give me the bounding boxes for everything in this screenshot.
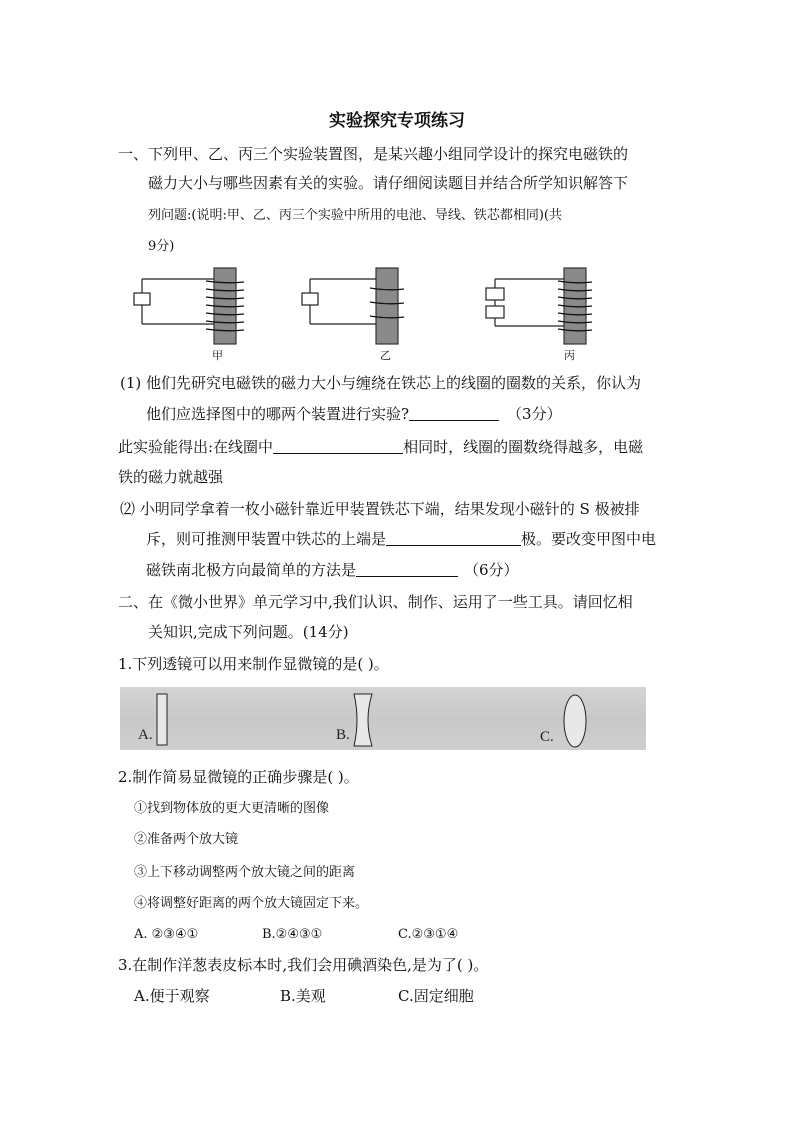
s1-q1-line2 [146, 403, 562, 425]
section2-intro-line2: 关知识,完成下列问题。(14分) [148, 623, 349, 641]
s1-q1-conclusion-a: 此实验能得出:在线圈中 [118, 438, 274, 456]
s1-q2-line3 [146, 559, 519, 581]
lens-option-b-label: B. [336, 727, 350, 743]
s1-q2-method-prompt: 磁铁南北极方向最简单的方法是 [146, 561, 357, 579]
s2-q1: 1.下列透镜可以用来制作显微镜的是( )。 [118, 655, 389, 673]
page-title: 实验探究专项练习 [329, 111, 465, 131]
figure-jia-electromagnet [130, 266, 250, 346]
s2-q3: 3.在制作洋葱表皮标本时,我们会用碘酒染色,是为了( )。 [118, 956, 489, 974]
s1-q2-line2 [146, 528, 656, 550]
s2-q2-option-a[interactable]: A. ②③④① [134, 927, 199, 942]
s1-q1-line3 [118, 436, 643, 458]
s2-q2-step-4: ④将调整好距离的两个放大镜固定下来。 [134, 896, 369, 911]
figure-bing-electromagnet [482, 266, 602, 346]
section2-intro-line1: 二、在《微小世界》单元学习中,我们认识、制作、运用了一些工具。请回忆相 [118, 593, 633, 611]
section1-intro-line1: 一、下列甲、乙、丙三个实验装置图，是某兴趣小组同学设计的探究电磁铁的 [118, 145, 629, 163]
s2-q2-option-c[interactable]: C.②③①④ [398, 927, 459, 942]
s2-q3-option-c[interactable]: C.固定细胞 [398, 987, 474, 1005]
s1-q1-line1: (1) 他们先研究电磁铁的磁力大小与缠绕在铁芯上的线圈的圈数的关系，你认为 [120, 374, 642, 392]
s2-q2-option-b[interactable]: B.②④③① [262, 927, 323, 942]
s1-q1-answer-blank[interactable] [409, 405, 499, 421]
section1-intro-line4: 9分) [148, 239, 175, 254]
concave-lens-icon [352, 693, 376, 747]
s1-q2-prompt-b: 极。要改变甲图中电 [521, 530, 657, 548]
s1-q1-conclusion-blank[interactable] [273, 438, 403, 454]
s1-q1-score: （3分） [507, 405, 562, 423]
s1-q2-method-blank[interactable] [356, 561, 458, 577]
section1-intro-line2: 磁力大小与哪些因素有关的实验。请仔细阅读题目并结合所学知识解答下 [148, 174, 629, 192]
s1-q2-pole-blank[interactable] [386, 530, 521, 546]
s2-q2: 2.制作简易显微镜的正确步骤是( )。 [118, 768, 359, 786]
flat-lens-icon [156, 693, 170, 747]
lens-option-c-label: C. [540, 729, 554, 745]
s1-q2-line1: ⑵ 小明同学拿着一枚小磁针靠近甲装置铁芯下端，结果发现小磁针的 S 极被排 [120, 500, 640, 518]
convex-lens-icon [560, 693, 590, 749]
s1-q1-conclusion-b: 相同时，线圈的圈数绕得越多，电磁 [403, 438, 644, 456]
s1-q2-prompt-a: 斥，则可推测甲装置中铁芯的上端是 [146, 530, 387, 548]
figure-caption-yi: 乙 [380, 349, 391, 362]
figure-caption-jia: 甲 [212, 349, 223, 362]
lens-option-a-label: A. [138, 727, 153, 743]
figure-caption-bing: 丙 [564, 349, 575, 362]
s1-q2-score: （6分） [464, 561, 519, 579]
s2-q3-option-b[interactable]: B.美观 [280, 987, 326, 1005]
s2-q2-step-1: ①找到物体放的更大更清晰的图像 [134, 801, 330, 816]
s2-q2-step-2: ②准备两个放大镜 [134, 832, 239, 847]
s2-q3-option-a[interactable]: A.便于观察 [134, 987, 210, 1005]
figure-yi-electromagnet [298, 266, 418, 346]
s2-q2-step-3: ③上下移动调整两个放大镜之间的距离 [134, 865, 356, 880]
s1-q1-prompt: 他们应选择图中的哪两个装置进行实验? [146, 405, 410, 423]
section1-intro-line3: 列问题:(说明:甲、乙、丙三个实验中所用的电池、导线、铁芯都相同)(共 [148, 208, 562, 223]
s1-q1-line4: 铁的磁力就越强 [118, 468, 224, 486]
lens-options-image [120, 687, 646, 750]
